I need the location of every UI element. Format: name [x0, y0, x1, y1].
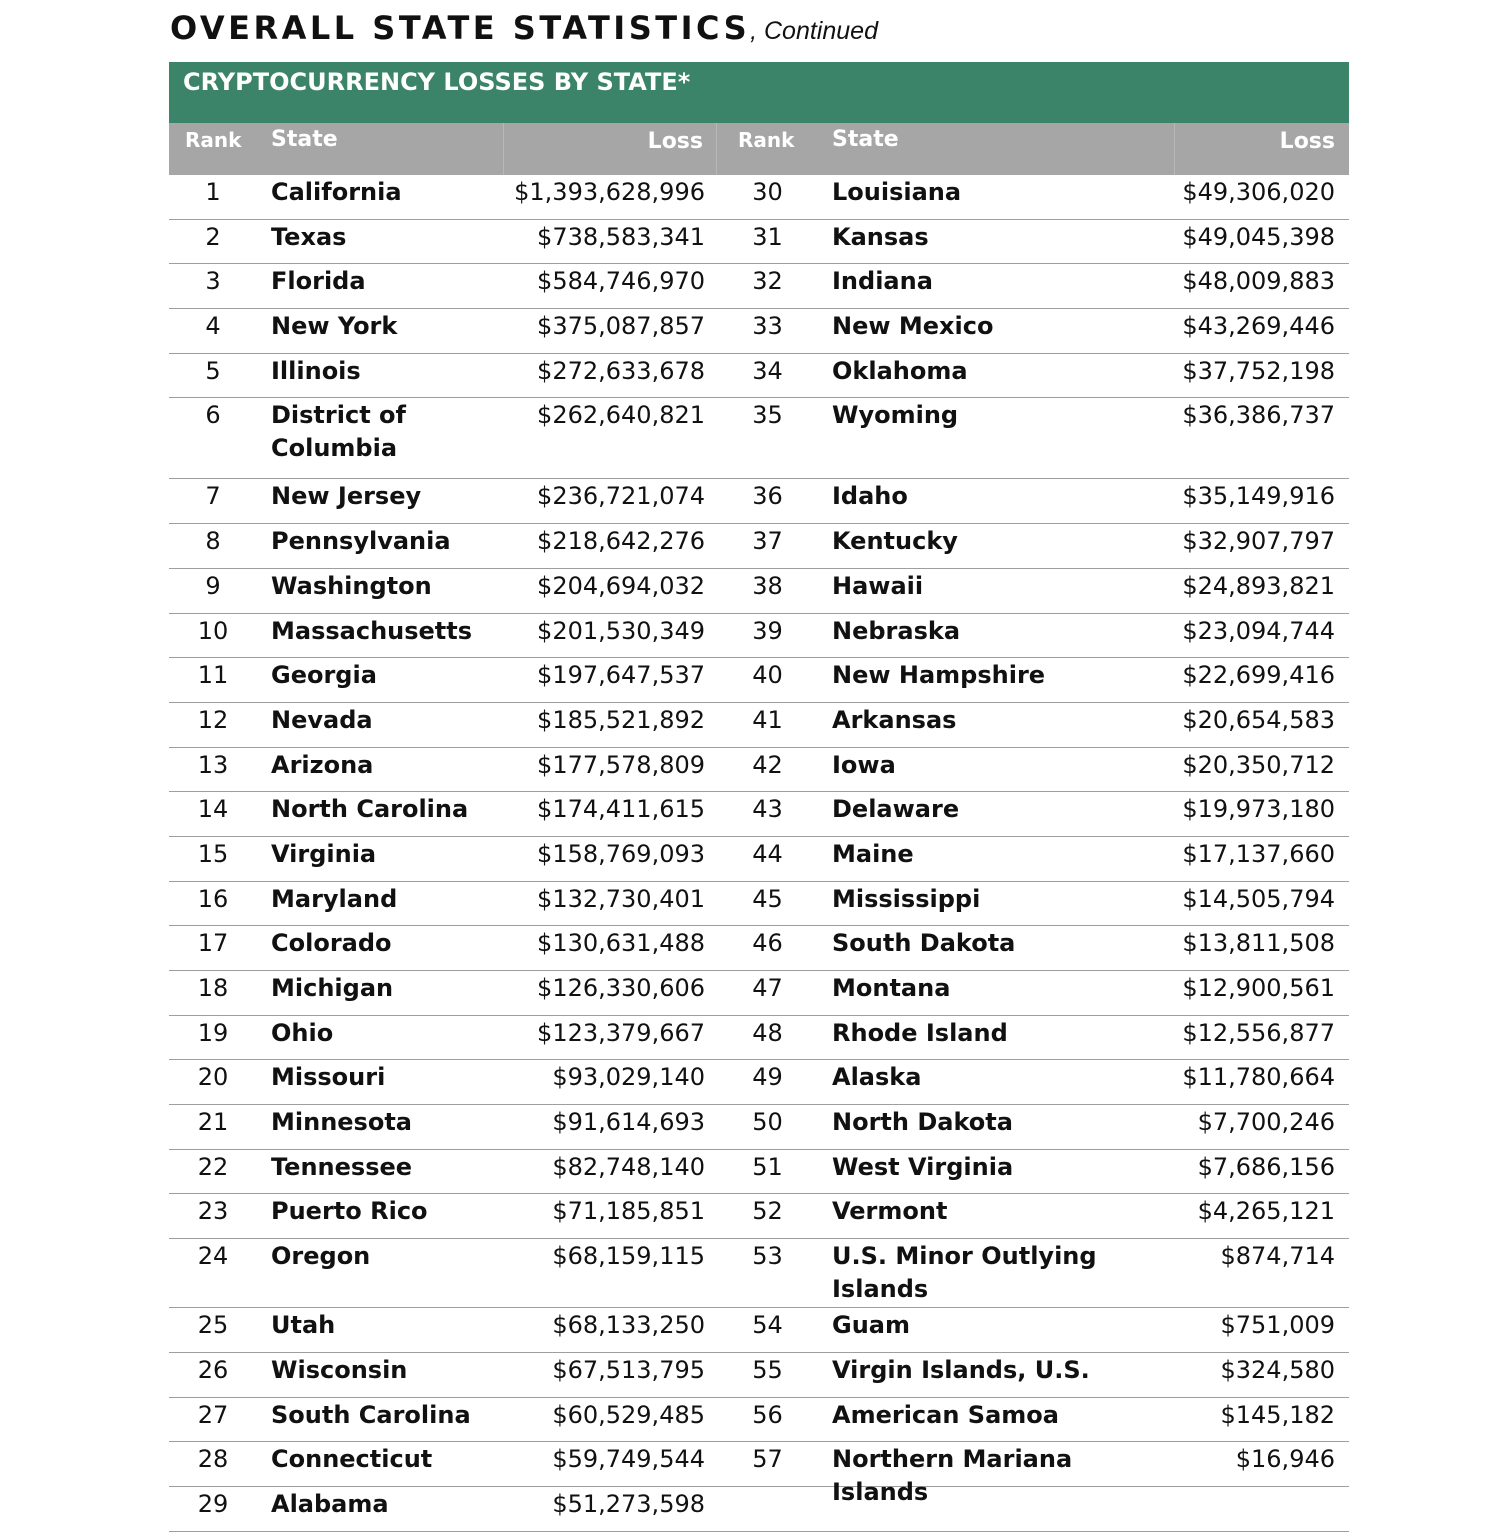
rank-cell: 12: [197, 705, 229, 734]
state-cell: U.S. Minor Outlying Islands: [832, 1242, 1097, 1304]
loss-cell: $43,269,446: [1182, 312, 1335, 341]
state-cell: Wyoming: [832, 401, 959, 430]
table-row: [169, 837, 1349, 882]
loss-cell: $23,094,744: [1182, 616, 1335, 645]
state-cell: Washington: [271, 571, 432, 600]
state-cell: Virginia: [271, 839, 377, 868]
table-row: [169, 479, 1349, 524]
table-row: [169, 614, 1349, 659]
rank-cell: 17: [197, 929, 229, 958]
rank-cell: 30: [752, 178, 783, 206]
rank-cell: 57: [752, 1445, 783, 1474]
rank-cell: 38: [752, 571, 783, 600]
table-header-row: [169, 123, 1349, 175]
loss-cell: $185,521,892: [537, 705, 705, 734]
state-cell: Kansas: [832, 222, 929, 251]
loss-cell: $82,748,140: [552, 1152, 705, 1181]
rank-cell: 11: [197, 661, 229, 690]
state-cell: Virgin Islands, U.S.: [832, 1355, 1090, 1384]
rank-cell: 20: [197, 1063, 229, 1092]
loss-cell: $37,752,198: [1182, 356, 1335, 385]
page-subtitle: , Continued: [750, 17, 878, 45]
state-cell: Oregon: [271, 1242, 371, 1271]
state-cell: Idaho: [832, 482, 908, 511]
loss-cell: $738,583,341: [537, 222, 705, 251]
loss-cell: $174,411,615: [537, 795, 705, 824]
state-cell: Michigan: [271, 974, 394, 1002]
rank-cell: 15: [197, 839, 229, 868]
header-loss: Loss: [503, 123, 716, 175]
loss-cell: $93,029,140: [552, 1063, 705, 1092]
loss-cell: $49,306,020: [1182, 178, 1335, 206]
state-cell: California: [271, 178, 402, 206]
rank-cell: 28: [197, 1445, 229, 1474]
rank-cell: 6: [205, 401, 221, 430]
state-cell: Delaware: [832, 795, 960, 824]
loss-cell: $874,714: [1220, 1242, 1335, 1271]
state-cell: Guam: [832, 1311, 910, 1340]
loss-cell: $145,182: [1220, 1400, 1335, 1429]
table-row: [169, 1194, 1349, 1239]
loss-cell: $14,505,794: [1182, 884, 1335, 913]
table-row: [169, 398, 1349, 479]
state-cell: Connecticut: [271, 1445, 433, 1474]
state-cell: Montana: [832, 974, 951, 1002]
table-row: [169, 1150, 1349, 1195]
rank-cell: 53: [752, 1242, 783, 1271]
header-rank: Rank: [185, 128, 242, 152]
loss-cell: $7,700,246: [1197, 1108, 1335, 1137]
rank-cell: 3: [205, 267, 221, 296]
header-rank: Rank: [716, 123, 819, 175]
table-row: [169, 971, 1349, 1016]
table-row: [169, 703, 1349, 748]
header-state: State: [832, 127, 899, 152]
loss-cell: $375,087,857: [537, 312, 705, 341]
loss-cell: $59,749,544: [552, 1445, 705, 1474]
loss-cell: $16,946: [1235, 1445, 1335, 1474]
table-row: [169, 926, 1349, 971]
state-cell: Alabama: [271, 1489, 389, 1518]
state-cell: North Carolina: [271, 795, 469, 824]
table-row: [169, 220, 1349, 265]
loss-cell: $71,185,851: [552, 1197, 705, 1226]
rank-cell: 54: [752, 1311, 783, 1340]
table-row: [169, 354, 1349, 399]
table-title: CRYPTOCURRENCY LOSSES BY STATE*: [169, 62, 1349, 123]
state-cell: South Carolina: [271, 1400, 471, 1429]
state-cell: District of Columbia: [271, 401, 406, 463]
table-body: [169, 175, 1349, 1532]
loss-cell: $4,265,121: [1197, 1197, 1335, 1226]
table-row: [169, 1016, 1349, 1061]
rank-cell: 52: [752, 1197, 783, 1226]
loss-cell: $68,133,250: [552, 1311, 705, 1340]
table-row: [169, 1060, 1349, 1105]
state-cell: Hawaii: [832, 571, 924, 600]
loss-cell: $20,654,583: [1182, 705, 1335, 734]
rank-cell: 34: [752, 356, 783, 385]
loss-cell: $7,686,156: [1197, 1152, 1335, 1181]
rank-cell: 31: [752, 222, 783, 251]
state-cell: Vermont: [832, 1197, 948, 1226]
loss-cell: $584,746,970: [537, 267, 705, 296]
state-cell: New Hampshire: [832, 661, 1046, 690]
rank-cell: 39: [752, 616, 783, 645]
rank-cell: 55: [752, 1355, 783, 1384]
state-cell: New Jersey: [271, 482, 422, 511]
rank-cell: 37: [752, 527, 783, 556]
state-cell: Missouri: [271, 1063, 386, 1092]
loss-cell: $324,580: [1220, 1355, 1335, 1384]
rank-cell: 33: [752, 312, 783, 341]
loss-cell: $19,973,180: [1182, 795, 1335, 824]
table-row: [169, 309, 1349, 354]
loss-cell: $201,530,349: [537, 616, 705, 645]
state-cell: Minnesota: [271, 1108, 412, 1137]
loss-cell: $177,578,809: [537, 750, 705, 779]
rank-cell: [716, 1487, 819, 1531]
state-cell: Nebraska: [832, 616, 961, 645]
loss-cell: $49,045,398: [1182, 222, 1335, 251]
rank-cell: 48: [752, 1018, 783, 1047]
rank-cell: 2: [205, 222, 221, 251]
state-cell: Ohio: [271, 1018, 334, 1047]
rank-cell: 7: [205, 482, 221, 511]
loss-cell: $751,009: [1220, 1311, 1335, 1340]
loss-cell: $24,893,821: [1182, 571, 1335, 600]
rank-cell: 45: [752, 884, 783, 913]
rank-cell: 29: [197, 1489, 229, 1518]
loss-cell: $204,694,032: [537, 571, 705, 600]
rank-cell: 41: [752, 705, 783, 734]
loss-cell: $132,730,401: [537, 884, 705, 913]
rank-cell: 8: [205, 527, 221, 556]
loss-cell: $218,642,276: [537, 527, 705, 556]
state-cell: Tennessee: [271, 1152, 413, 1181]
state-cell: Maine: [832, 839, 914, 868]
table-row: [169, 882, 1349, 927]
state-cell: Illinois: [271, 356, 361, 385]
loss-cell: $48,009,883: [1182, 267, 1335, 296]
rank-cell: 49: [752, 1063, 783, 1092]
loss-cell: $67,513,795: [552, 1355, 705, 1384]
table-row: [169, 175, 1349, 220]
loss-cell: $130,631,488: [537, 929, 705, 958]
loss-cell: $158,769,093: [537, 839, 705, 868]
loss-cell: $68,159,115: [552, 1242, 705, 1271]
loss-cell: $1,393,628,996: [514, 178, 705, 206]
loss-cell: $91,614,693: [552, 1108, 705, 1137]
table-row: [169, 1105, 1349, 1150]
rank-cell: 9: [205, 571, 221, 600]
rank-cell: 16: [197, 884, 229, 913]
loss-cell: $13,811,508: [1182, 929, 1335, 958]
state-cell: Puerto Rico: [271, 1197, 428, 1226]
state-cell: New Mexico: [832, 312, 994, 341]
loss-cell: $272,633,678: [537, 356, 705, 385]
loss-cell: $12,900,561: [1182, 974, 1335, 1002]
crypto-losses-table: [169, 62, 1349, 1532]
rank-cell: 5: [205, 356, 221, 385]
rank-cell: 36: [752, 482, 783, 511]
rank-cell: 23: [197, 1197, 229, 1226]
rank-cell: 14: [197, 795, 229, 824]
header-loss: Loss: [1174, 123, 1349, 175]
state-cell: Florida: [271, 267, 366, 296]
state-cell: Wisconsin: [271, 1355, 408, 1384]
table-row: [169, 1308, 1349, 1353]
state-cell: Maryland: [271, 884, 398, 913]
state-cell: Utah: [271, 1311, 336, 1340]
state-cell: [819, 1487, 1174, 1531]
rank-cell: 21: [197, 1108, 229, 1137]
state-cell: West Virginia: [832, 1152, 1014, 1181]
table-row: [169, 658, 1349, 703]
page-heading: [170, 6, 878, 50]
loss-cell: $236,721,074: [537, 482, 705, 511]
rank-cell: 32: [752, 267, 783, 296]
rank-cell: 1: [205, 178, 221, 206]
loss-cell: $262,640,821: [537, 401, 705, 430]
state-cell: North Dakota: [832, 1108, 1013, 1137]
state-cell: Nevada: [271, 705, 373, 734]
state-cell: Mississippi: [832, 884, 981, 913]
state-cell: Northern Mariana Islands: [832, 1445, 1073, 1507]
loss-cell: $197,647,537: [537, 661, 705, 690]
table-row: [169, 748, 1349, 793]
table-row: [169, 1398, 1349, 1443]
loss-cell: $32,907,797: [1182, 527, 1335, 556]
rank-cell: 43: [752, 795, 783, 824]
state-cell: Alaska: [832, 1063, 922, 1092]
page-title: OVERALL STATE STATISTICS: [170, 9, 751, 47]
loss-cell: $51,273,598: [552, 1489, 705, 1518]
loss-cell: $126,330,606: [537, 974, 705, 1002]
state-cell: Arizona: [271, 750, 374, 779]
loss-cell: $17,137,660: [1182, 839, 1335, 868]
table-row: [169, 524, 1349, 569]
state-cell: Texas: [271, 222, 347, 251]
rank-cell: 4: [205, 312, 221, 341]
rank-cell: 47: [752, 974, 783, 1002]
state-cell: Oklahoma: [832, 356, 968, 385]
state-cell: American Samoa: [832, 1400, 1059, 1429]
state-cell: Georgia: [271, 661, 377, 690]
rank-cell: 18: [197, 974, 229, 1002]
table-row: [169, 1487, 1349, 1532]
rank-cell: 25: [197, 1311, 229, 1340]
rank-cell: 26: [197, 1355, 229, 1384]
loss-cell: [1174, 1487, 1349, 1531]
rank-cell: 19: [197, 1018, 229, 1047]
rank-cell: 56: [752, 1400, 783, 1429]
state-cell: New York: [271, 312, 398, 341]
rank-cell: 24: [197, 1242, 229, 1271]
loss-cell: $22,699,416: [1182, 661, 1335, 690]
table-row: [169, 792, 1349, 837]
rank-cell: 50: [752, 1108, 783, 1137]
table-row: [169, 1353, 1349, 1398]
loss-cell: $60,529,485: [552, 1400, 705, 1429]
loss-cell: $123,379,667: [537, 1018, 705, 1047]
rank-cell: 10: [197, 616, 229, 645]
state-cell: Pennsylvania: [271, 527, 451, 556]
loss-cell: $20,350,712: [1182, 750, 1335, 779]
rank-cell: 42: [752, 750, 783, 779]
table-row: [169, 569, 1349, 614]
table-row: [169, 1239, 1349, 1308]
state-cell: Rhode Island: [832, 1018, 1008, 1047]
state-cell: Kentucky: [832, 527, 958, 556]
rank-cell: 46: [752, 929, 783, 958]
loss-cell: $35,149,916: [1182, 482, 1335, 511]
rank-cell: 51: [752, 1152, 783, 1181]
rank-cell: 44: [752, 839, 783, 868]
rank-cell: 35: [752, 401, 783, 430]
rank-cell: 40: [752, 661, 783, 690]
state-cell: South Dakota: [832, 929, 1016, 958]
state-cell: Massachusetts: [271, 616, 473, 645]
table-row: [169, 264, 1349, 309]
loss-cell: $12,556,877: [1182, 1018, 1335, 1047]
rank-cell: 13: [197, 750, 229, 779]
loss-cell: $36,386,737: [1182, 401, 1335, 430]
state-cell: Indiana: [832, 267, 933, 296]
rank-cell: 22: [197, 1152, 229, 1181]
loss-cell: $11,780,664: [1182, 1063, 1335, 1092]
state-cell: Iowa: [832, 750, 896, 779]
header-state: State: [271, 127, 338, 152]
state-cell: Arkansas: [832, 705, 957, 734]
rank-cell: 27: [197, 1400, 229, 1429]
state-cell: Louisiana: [832, 178, 962, 206]
state-cell: Colorado: [271, 929, 392, 958]
